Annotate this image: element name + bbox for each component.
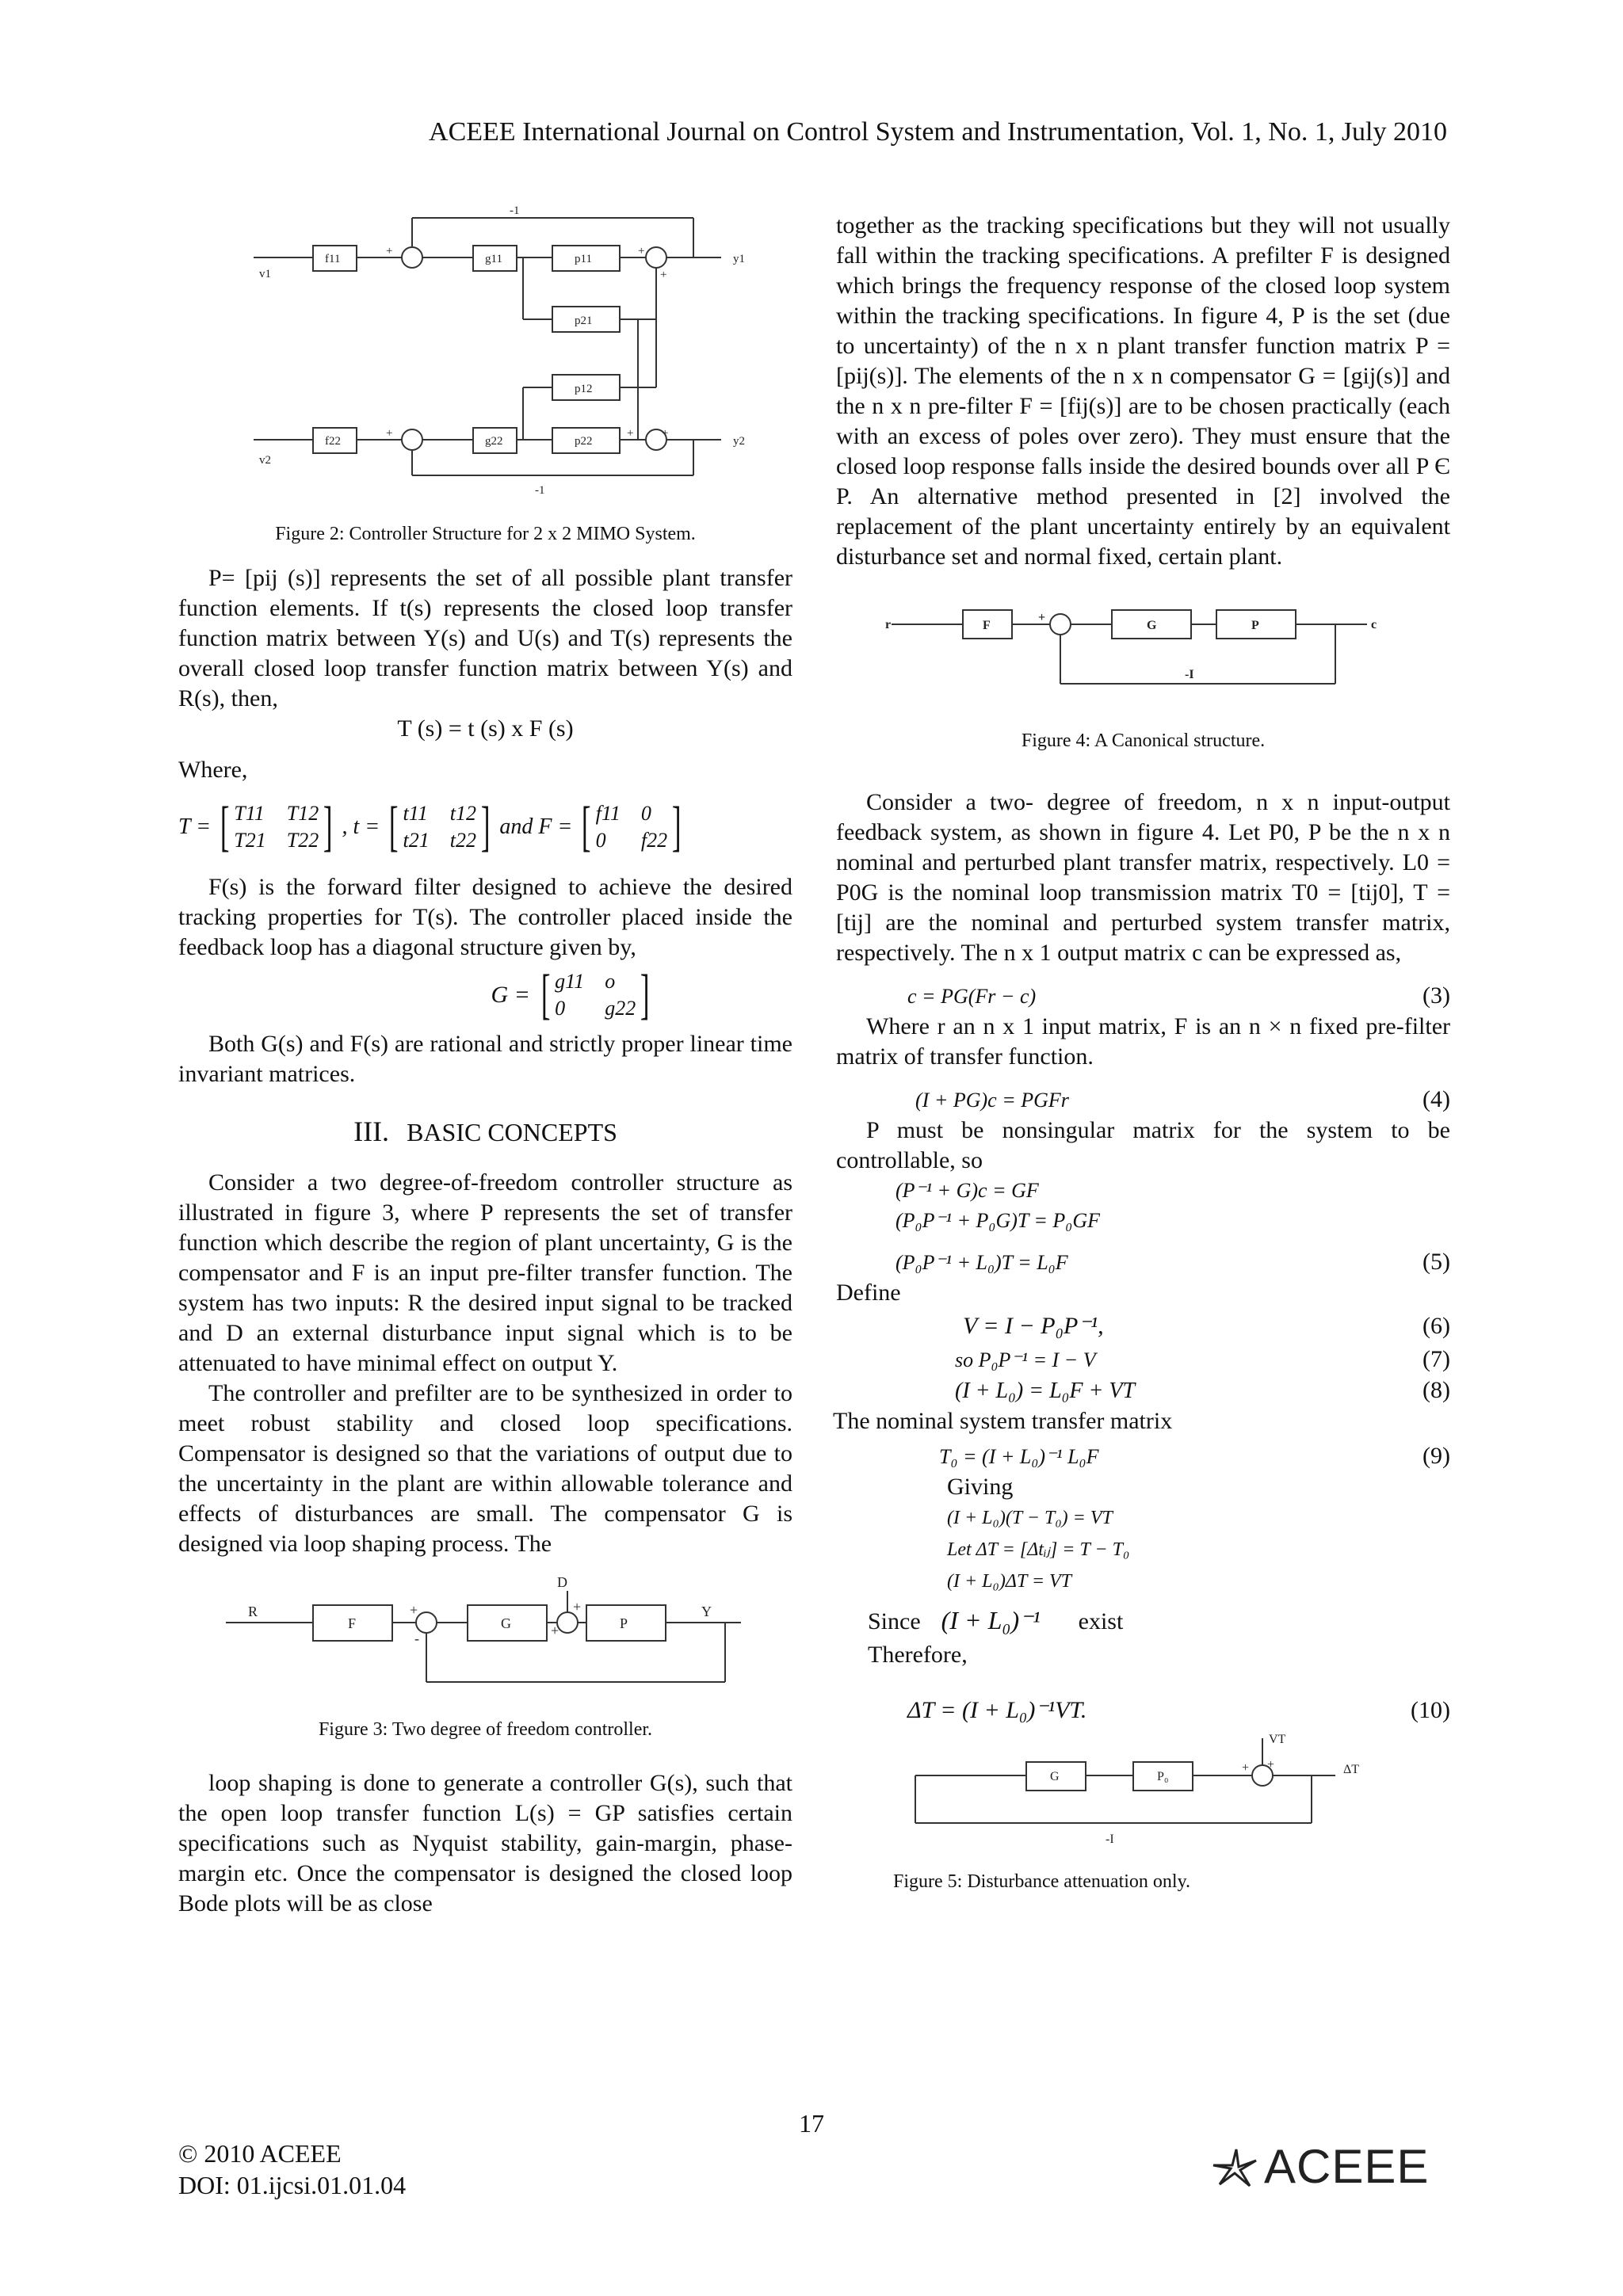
where-label: Where, — [178, 757, 248, 783]
equation-3: c = PG(Fr − c) (3) — [907, 982, 1450, 1009]
fig3-plus-1: + — [410, 1602, 418, 1618]
exist-label: exist — [1078, 1608, 1124, 1634]
fig4-label-G: G — [1147, 619, 1157, 632]
giving-label: Giving — [947, 1474, 1014, 1500]
nominal-label: The nominal system transfer matrix — [833, 1408, 1173, 1434]
section-heading — [178, 1116, 792, 1147]
equation-giving-3: (I + L₀)ΔT = VT — [947, 1571, 1072, 1592]
matrix-definitions — [178, 796, 792, 857]
fig5-plus-1: + — [1242, 1761, 1250, 1775]
journal-header: ACEEE International Journal on Control System and Instrumentation, Vol. 1, No. 1, July 2010 — [429, 117, 1447, 147]
aceee-logo — [1209, 2139, 1429, 2194]
figure-2-diagram — [178, 202, 792, 511]
fig2-label-p11: p11 — [575, 253, 592, 265]
fig5-label-negI: -I — [1106, 1833, 1114, 1846]
aceee-logo-text: ACEEE — [1264, 2140, 1430, 2193]
page-number: 17 — [799, 2109, 824, 2138]
copyright: © 2010 ACEEE — [178, 2139, 342, 2168]
fig2-label-g11: g11 — [485, 253, 502, 265]
fig3-label-F: F — [348, 1615, 357, 1631]
fig4-label-P: P — [1251, 619, 1259, 632]
matrix-F: [ f11 0 0 f22 ] — [582, 796, 682, 857]
fig4-label-c: c — [1371, 618, 1377, 631]
fig4-label-F: F — [983, 619, 991, 632]
fig2-label-g22: g22 — [485, 435, 503, 448]
right-paragraph-3: Where r an n x 1 input matrix, F is an n × n fixed pre-filter matrix of transfer function. — [836, 1013, 1450, 1070]
section-number: III. — [353, 1116, 390, 1147]
figure-5-diagram — [836, 1732, 1450, 1851]
fig3-label-Y: Y — [701, 1604, 712, 1619]
fig2-plus-6: + — [662, 427, 669, 440]
equation-10: ΔT = (I + L₀)⁻¹VT. (10) — [907, 1697, 1450, 1723]
equation-7: so P₀P⁻¹ = I − V (7) — [955, 1346, 1450, 1372]
fig5-label-dT: ΔT — [1343, 1763, 1360, 1776]
doi: DOI: 01.ijcsi.01.01.04 — [178, 2171, 407, 2199]
right-column — [833, 211, 1450, 1894]
matrix-T: [ T11 T12 T21 T22 ] — [220, 796, 333, 857]
since-label: Since — [868, 1608, 921, 1634]
fig4-plus: + — [1038, 611, 1046, 624]
since-equation: (I + L₀)⁻¹ — [941, 1606, 1041, 1634]
fig4-label-r: r — [885, 618, 892, 631]
figure-3-diagram — [178, 1575, 792, 1710]
fig4-label-negI: -I — [1185, 668, 1194, 681]
fig2-label-f22: f22 — [325, 435, 341, 448]
left-paragraph-2: F(s) is the forward filter designed to achieve the desired tracking properties for T(s). The controller placed inside the feedback loop has a diagonal structure given by, — [178, 874, 792, 960]
equation-9: T₀ = (I + L₀)⁻¹ L₀F (9) — [939, 1443, 1450, 1469]
fig5-label-P0: P₀ — [1157, 1770, 1169, 1783]
giving-equations — [836, 1502, 1450, 1597]
left-paragraph-3: Both G(s) and F(s) are rational and strictly proper linear time invariant matrices. — [178, 1031, 792, 1087]
fig2-plus-2: + — [638, 245, 645, 257]
matrix-G-block — [353, 964, 792, 1025]
fig2-label-p12: p12 — [575, 383, 593, 395]
right-paragraph-4: P must be nonsingular matrix for the system to be controllable, so — [836, 1117, 1450, 1173]
figure-4-diagram — [836, 593, 1450, 711]
matrix-G-lhs: G = — [491, 982, 530, 1008]
fig3-plus-2: + — [551, 1623, 559, 1638]
matrix-t-lhs: , t = — [342, 814, 380, 839]
equation-5b: (P₀P⁻¹ + P₀G)T = P₀GF — [896, 1209, 1100, 1232]
equation-5c: (P₀P⁻¹ + L₀)T = L₀F — [896, 1251, 1068, 1274]
matrix-F-lhs: and F = — [499, 814, 573, 839]
fig2-plus-1: + — [386, 245, 393, 257]
equation-5a: (P⁻¹ + G)c = GF — [896, 1179, 1039, 1202]
right-paragraph-2: Consider a two- degree of freedom, n x n input-output feedback system, as shown in figure 4. Let P0, P be the n x n nominal and perturbed plant transfer matrix, respectively. L0 = P0G is the nominal loop transmission matrix T0 = [tij0], T = [tij] are the nominal and perturbed system transfer matrix, respectively. The n x 1 output matrix c can be expressed as, — [836, 789, 1450, 966]
equation-4: (I + PG)c = PGFr (4) — [915, 1086, 1450, 1112]
section-title: BASIC CONCEPTS — [407, 1118, 617, 1146]
left-paragraph-5: The controller and prefilter are to be synthesized in order to meet robust stability and closed loop specifications. Compensator is designed so that the variations of output due to the uncertainty in the plant are within allowable tolerance and effects of disturbances are small. The compensator G is designed via loop shaping process. The — [178, 1380, 792, 1557]
fig3-label-R: R — [248, 1604, 258, 1619]
figure-4-caption: Figure 4: A Canonical structure. — [1021, 730, 1266, 751]
left-paragraph-4: Consider a two degree-of-freedom controller structure as illustrated in figure 3, where P represents the set of transfer function which describe the region of plant uncertainty, G is the compensator and F is an input pre-filter transfer function. The system has two inputs: R the desired input signal to be tracked and D an external disturbance input signal which is to be attenuated to have minimal effect on output Y. — [178, 1169, 792, 1376]
fig2-label-neg1-top: -1 — [510, 204, 520, 217]
left-column — [178, 202, 792, 1919]
equation-6: V = I − P₀P⁻¹, (6) — [963, 1313, 1450, 1339]
fig2-plus-4: + — [386, 427, 393, 440]
fig2-label-neg1-bottom: -1 — [535, 484, 545, 497]
fig2-label-p22: p22 — [575, 435, 593, 448]
therefore-label: Therefore, — [868, 1642, 968, 1668]
left-paragraph-6: loop shaping is done to generate a controller G(s), such that the open loop transfer function L(s) = GP satisfies certain specifications such as Nyquist stability, gain-margin, phase-margin etc. Once the compensator is designed the closed loop Bode plots will be as close — [178, 1770, 792, 1917]
fig3-label-G: G — [501, 1615, 511, 1631]
fig2-label-y1: y1 — [733, 253, 745, 265]
matrix-G: [ g11 o 0 g22 ] — [540, 964, 650, 1025]
figure-2-caption: Figure 2: Controller Structure for 2 x 2 MIMO System. — [275, 524, 696, 544]
fig2-label-f11: f11 — [325, 253, 341, 265]
fig2-label-y2: y2 — [733, 435, 745, 448]
fig3-label-P: P — [620, 1615, 628, 1631]
fig3-plus-3: + — [573, 1599, 582, 1615]
fig2-plus-5: + — [627, 427, 634, 440]
figure-5-caption: Figure 5: Disturbance attenuation only. — [893, 1871, 1191, 1892]
equation-5-number: (5) — [1423, 1249, 1450, 1275]
left-paragraph-1: P= [pij (s)] represents the set of all possible plant transfer function elements. If t(s) represents the closed loop transfer function matrix between Y(s) and U(s) and T(s) represents the overall closed loop transfer function matrix between Y(s) and R(s), then, — [178, 565, 792, 711]
figure-3-caption: Figure 3: Two degree of freedom controller. — [318, 1719, 653, 1740]
equation-8: (I + L₀) = L₀F + VT (8) — [955, 1377, 1450, 1403]
right-paragraph-1: together as the tracking specifications but they will not usually fall within the tracking specifications. A prefilter F is designed which brings the frequency response of the closed loop system within the tracking specifications. In figure 4, P is the set (due to uncertainty) of the n x n plant transfer function matrix P = [pij(s)]. The elements of the n x n compensator G = [gij(s)] and the n x n pre-filter F = [fij(s)] are to be chosen practically (each with an excess of poles over zero). They must ensure that the closed loop response falls inside the desired bounds over all P Є P. An alternative method presented in [2] involved the replacement of the plant uncertainty entirely by an equivalent disturbance set and normal fixed, certain plant. — [836, 212, 1450, 570]
fig2-label-v1: v1 — [259, 268, 271, 280]
fig3-label-D: D — [557, 1575, 567, 1590]
fig5-label-G: G — [1050, 1770, 1060, 1783]
aceee-star-icon — [1209, 2143, 1264, 2191]
matrix-t: [ t11 t12 t21 t22 ] — [389, 796, 491, 857]
equation-giving-1: (I + L₀)(T − T₀) = VT — [947, 1508, 1113, 1528]
fig5-label-VT: VT — [1269, 1733, 1286, 1746]
define-label: Define — [836, 1280, 901, 1306]
fig2-label-v2: v2 — [259, 454, 271, 467]
equation-5-block — [836, 1176, 1450, 1278]
since-line — [836, 1605, 1450, 1637]
fig5-plus-2: + — [1267, 1758, 1275, 1772]
fig3-minus: - — [414, 1630, 419, 1646]
matrix-T-lhs: T = — [178, 814, 211, 839]
fig2-label-p21: p21 — [575, 315, 593, 327]
equation-T: T (s) = t (s) x F (s) — [397, 715, 574, 742]
fig2-plus-3: + — [660, 269, 667, 281]
equation-giving-2: Let ΔT = [Δtᵢⱼ] = T − T₀ — [947, 1539, 1130, 1560]
